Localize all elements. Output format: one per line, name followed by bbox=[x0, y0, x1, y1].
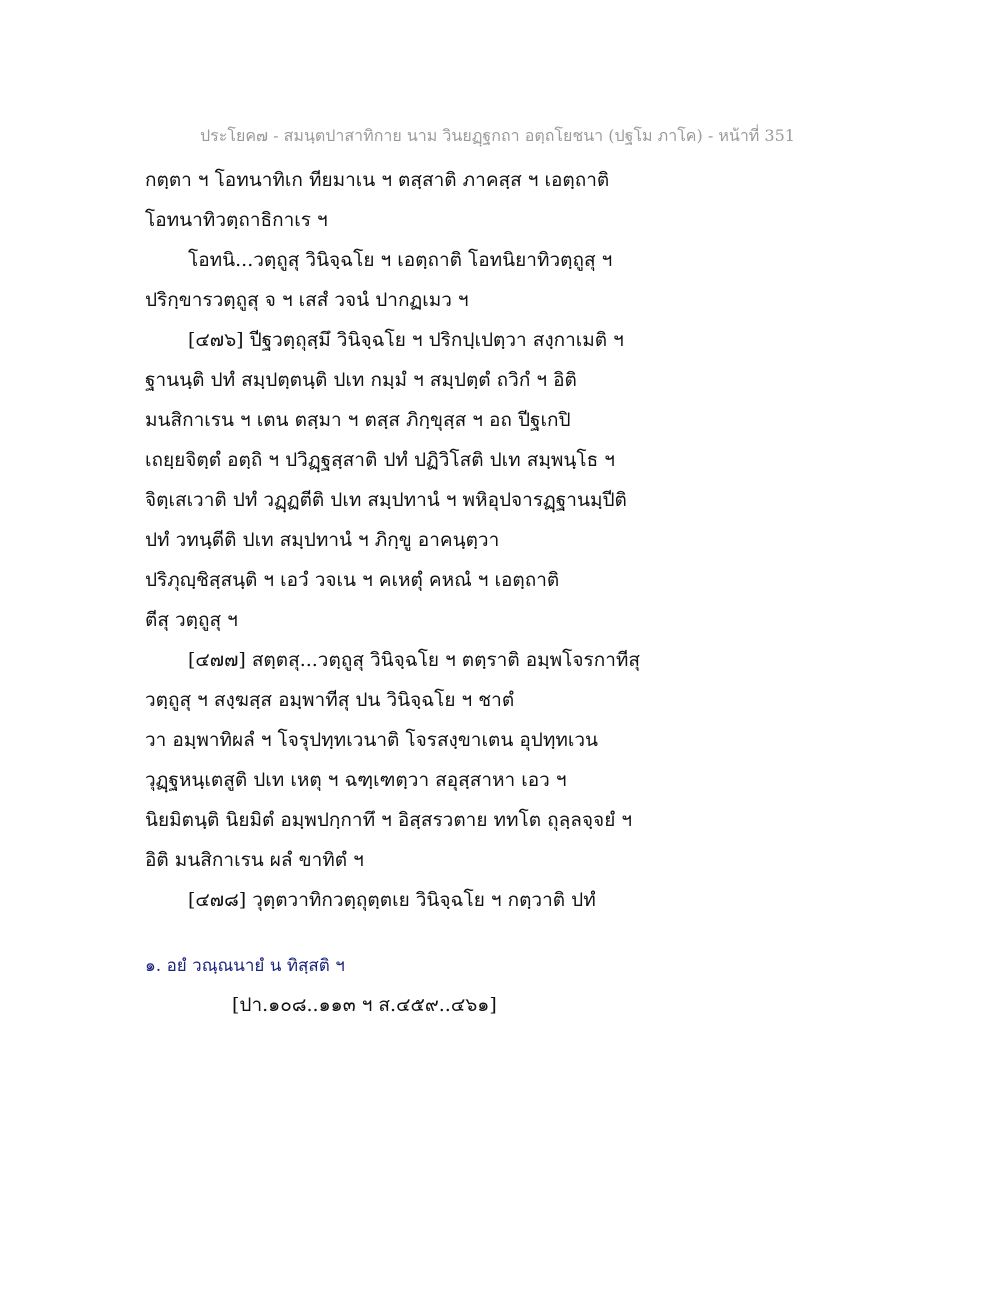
text-line: วุฏฺฐหนฺเตสูติ ปเท เหตุ ฯ ฉฑฺเฑตฺวา สอุสฺสาหา เอว ฯ bbox=[145, 769, 567, 791]
text-line: กตฺตา ฯ โอทนาทิเก ทียมาเน ฯ ตสฺสาติ ภาคสฺส ฯ เอตฺถาติ bbox=[145, 169, 610, 191]
text-line: ฐานนฺติ ปทํ สมฺปตฺตนฺติ ปเท กมฺมํ ฯ สมฺปตฺตํ ถวิกํ ฯ อิติ bbox=[145, 369, 577, 391]
page-header: ประโยค๗ - สมนฺตปาสาทิกาย นาม วินยฏฺฐกถา อตฺถโยชนา (ปฐโม ภาโค) - หน้าที่ 351 bbox=[200, 126, 795, 145]
text-line: นิยมิตนฺติ นิยมิตํ อมฺพปกฺกาทึ ฯ อิสฺสรวตาย ททโต ถุลฺลจฺจยํ ฯ bbox=[145, 809, 633, 831]
text-line: โอทนิ...วตฺถูสุ วินิจฺฉโย ฯ เอตฺถาติ โอทนิยาทิวตฺถูสุ ฯ bbox=[188, 249, 613, 271]
text-line: ปริกฺขารวตฺถูสุ จ ฯ เสสํ วจนํ ปากฏเมว ฯ bbox=[145, 289, 469, 311]
text-line: ปทํ วทนฺตีติ ปเท สมฺปทานํ ฯ ภิกฺขู อาคนฺตฺวา bbox=[145, 529, 500, 551]
text-line: ปริภุญฺชิสฺสนฺติ ฯ เอวํ วจเน ฯ คเหตุํ คหณํ ฯ เอตฺถาติ bbox=[145, 569, 560, 591]
text-line: มนสิกาเรน ฯ เตน ตสฺมา ฯ ตสฺส ภิกฺขุสฺส ฯ อถ ปีฐเกปิ bbox=[145, 409, 571, 431]
text-line: [๔๗๖] ปีฐวตฺถุสฺมึ วินิจฺฉโย ฯ ปริกปฺเปตฺวา สงฺกาเมติ ฯ bbox=[188, 329, 624, 351]
text-line: วา อมฺพาทิผลํ ฯ โจรุปทฺทเวนาติ โจรสงฺขาเตน อุปทฺทเวน bbox=[145, 729, 599, 751]
text-line: [๔๗๘] วุตฺตวาทิกวตฺถุตฺตเย วินิจฺฉโย ฯ กตฺวาติ ปทํ bbox=[188, 889, 596, 911]
page-reference: [ปา.๑๐๘..๑๑๓ ฯ ส.๔๕๙..๔๖๑] bbox=[232, 994, 497, 1016]
text-line: จิตฺเสเวาติ ปทํ วฏฺฏตีติ ปเท สมฺปทานํ ฯ พหิอุปจารฏฺฐานมฺปีติ bbox=[145, 489, 627, 511]
text-line: อิติ มนสิกาเรน ผลํ ขาทิตํ ฯ bbox=[145, 849, 364, 871]
text-line: ตีสุ วตฺถูสุ ฯ bbox=[145, 609, 238, 631]
text-line: เถยฺยจิตฺตํ อตฺถิ ฯ ปวิฏฺฐสฺสาติ ปทํ ปฏิวิโสติ ปเท สมฺพนฺโธ ฯ bbox=[145, 449, 615, 471]
footnote: ๑. อยํ วณฺณนายํ น ทิสฺสติ ฯ bbox=[145, 956, 345, 976]
text-line: วตฺถูสุ ฯ สงฺฆสฺส อมฺพาทีสุ ปน วินิจฺฉโย ฯ ชาตํ bbox=[145, 689, 515, 711]
text-line: โอทนาทิวตฺถาธิกาเร ฯ bbox=[145, 209, 328, 231]
body-text bbox=[145, 160, 925, 920]
text-line: [๔๗๗] สตฺตสุ...วตฺถูสุ วินิจฺฉโย ฯ ตตฺราติ อมฺพโจรกาทีสุ bbox=[188, 649, 641, 671]
